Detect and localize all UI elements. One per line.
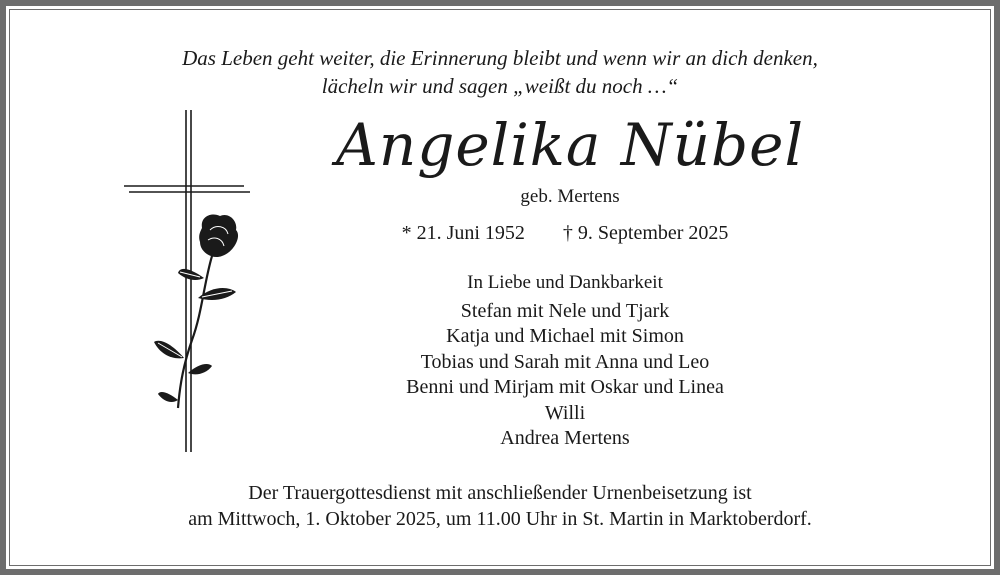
motto-quote <box>0 44 1000 100</box>
mourner-line: Stefan mit Nele und Tjark <box>460 300 670 322</box>
mourner-line: Katja und Michael mit Simon <box>446 325 684 348</box>
mourners-list <box>300 299 830 451</box>
life-dates <box>300 221 830 245</box>
mourners-intro: In Liebe und Dankbarkeit <box>467 272 663 293</box>
motto-line-1: Das Leben geht weiter, die Erinnerung bleibt und wenn wir an dich denken, <box>182 46 818 70</box>
death-date: † 9. September 2025 <box>562 222 729 244</box>
motto-line-2: lächeln wir und sagen „weißt du noch …“ <box>321 74 679 98</box>
mourner-line: Tobias und Sarah mit Anna und Leo <box>420 350 710 373</box>
service-line-1: Der Trauergottesdienst mit anschließender Urnenbeisetzung ist <box>248 482 752 504</box>
mourner-line: Willi <box>544 401 586 424</box>
deceased-name: Angelika Nübel <box>335 111 805 179</box>
service-line-2: am Mittwoch, 1. Oktober 2025, um 11.00 Uhr in St. Martin in Marktoberdorf. <box>188 508 812 530</box>
birth-date: * 21. Juni 1952 <box>401 222 525 244</box>
mourner-line: Benni und Mirjam mit Oskar und Linea <box>406 376 724 399</box>
service-notice <box>0 480 1000 532</box>
birth-name: geb. Mertens <box>520 186 620 207</box>
mourner-line: Andrea Mertens <box>500 427 630 450</box>
cross-with-rose-icon <box>120 108 260 458</box>
